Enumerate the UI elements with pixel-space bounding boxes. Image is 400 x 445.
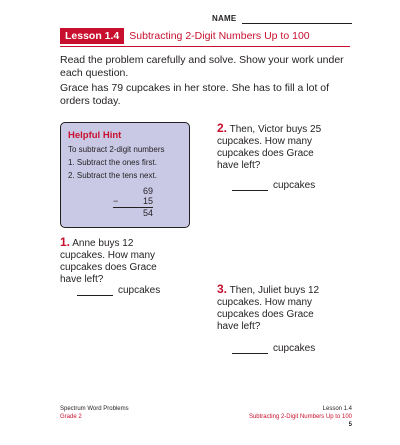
problem-3	[217, 283, 337, 333]
problem-number: 2.	[217, 121, 228, 135]
footer-left	[60, 405, 129, 421]
problem-1	[60, 236, 180, 286]
answer-unit: cupcakes	[118, 285, 161, 296]
difference: 54	[142, 208, 153, 218]
footer-book-title: Spectrum Word Problems	[60, 406, 129, 412]
footer-right	[249, 405, 352, 429]
minus-sign: −	[113, 196, 119, 206]
answer-blank[interactable]	[232, 181, 268, 191]
footer-lesson-title: Subtracting 2-Digit Numbers Up to 100	[248, 414, 352, 420]
minuend: 69	[142, 186, 153, 196]
name-field	[212, 14, 352, 26]
problem-text: Anne buys 12 cupcakes. How many cupcakes does Grace have left?	[60, 238, 157, 285]
answer-row-1	[77, 285, 160, 296]
page-number: 5	[348, 422, 352, 428]
hint-line: To subtract 2-digit numbers	[68, 145, 165, 154]
problem-text: Then, Victor buys 25 cupcakes. How many cupcakes does Grace have left?	[217, 124, 322, 171]
answer-blank[interactable]	[77, 286, 113, 296]
subtrahend: 15	[142, 196, 153, 206]
name-blank-line	[242, 23, 352, 24]
problem-number: 1.	[60, 235, 71, 249]
problem-number: 3.	[217, 282, 228, 296]
answer-blank[interactable]	[232, 344, 268, 354]
answer-unit: cupcakes	[273, 343, 316, 354]
problem-2	[217, 122, 337, 172]
hint-step: 2. Subtract the tens next.	[68, 171, 157, 180]
instructions-text: Read the problem carefully and solve. Show your work under each question.	[60, 54, 344, 79]
lesson-badge: Lesson 1.4	[60, 28, 124, 44]
problem-text: Then, Juliet buys 12 cupcakes. How many cupcakes does Grace have left?	[217, 285, 320, 332]
hint-title: Helpful Hint	[68, 130, 122, 141]
lesson-title: Subtracting 2-Digit Numbers Up to 100	[129, 30, 310, 42]
footer-lesson: Lesson 1.4	[322, 406, 352, 412]
hint-step: 1. Subtract the ones first.	[68, 158, 157, 167]
answer-unit: cupcakes	[273, 180, 316, 191]
intro-text: Grace has 79 cupcakes in her store. She has to fill a lot of orders today.	[60, 82, 330, 107]
lesson-header	[60, 28, 350, 44]
answer-row-2	[232, 180, 315, 191]
footer-grade: Grade 2	[60, 414, 82, 420]
helpful-hint-box	[60, 122, 190, 228]
name-label: NAME	[212, 14, 237, 23]
answer-row-3	[232, 343, 315, 354]
subtraction-example	[113, 186, 153, 218]
lesson-divider	[60, 46, 350, 47]
